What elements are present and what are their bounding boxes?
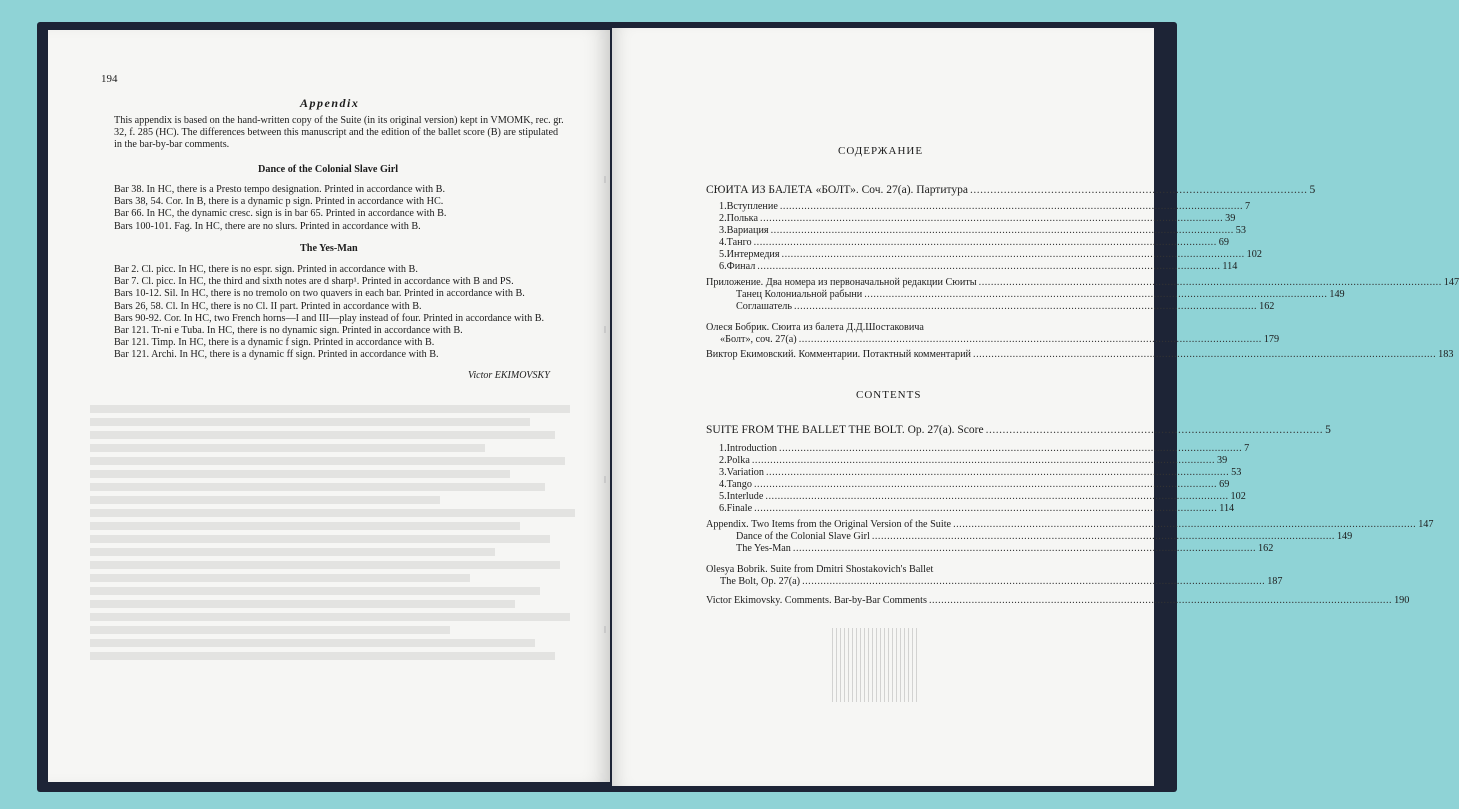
contents-heading-en: CONTENTS <box>856 389 922 401</box>
toc-entry-label: 3.Variation <box>719 467 764 478</box>
bar-comment: Bars 38, 54. Cor. In B, there is a dynamic p sign. Printed in accordance with HC. <box>114 196 444 208</box>
toc-entry-en <box>706 424 1331 436</box>
toc-entry-ru <box>719 201 1251 213</box>
toc-entry-en <box>719 491 1246 503</box>
toc-entry-label: The Bolt, Op. 27(a) <box>720 576 801 587</box>
toc-entry-en <box>706 595 1410 607</box>
toc-entry-label: 1.Вступление <box>719 201 778 212</box>
toc-page-number: 149 <box>1329 289 1345 300</box>
bleed-through-texture <box>90 400 590 665</box>
toc-leader-dots: ........................................................................................................................................................ <box>973 349 1437 360</box>
toc-page-number: 69 <box>1218 237 1229 248</box>
toc-leader-dots: ........................................................................................................................................................ <box>760 213 1224 224</box>
toc-entry-label: 6.Финал <box>719 261 756 272</box>
toc-page-number: 187 <box>1267 576 1283 587</box>
toc-page-number: 147 <box>1443 277 1459 288</box>
toc-entry-label: Victor Ekimovsky. Comments. Bar-by-Bar Comments <box>706 595 927 606</box>
toc-entry-ru <box>719 237 1229 249</box>
bar-comment: Bars 100-101. Fag. In HC, there are no slurs. Printed in accordance with B. <box>114 220 421 232</box>
toc-entry-en <box>719 479 1230 491</box>
toc-entry-ru <box>736 301 1275 313</box>
toc-page-number: 114 <box>1219 503 1235 514</box>
section-title-dance: Dance of the Colonial Slave Girl <box>258 164 399 175</box>
bar-comments-dance <box>114 184 446 233</box>
toc-entry-label: 2.Polka <box>719 455 750 466</box>
toc-page-number: 162 <box>1259 301 1275 312</box>
toc-entry-label: Олеся Бобрик. Сюита из балета Д.Д.Шостаковича <box>706 322 924 333</box>
toc-entry-label: 1.Introduction <box>719 443 778 454</box>
toc-leader-dots: ........................................................................................................................................................ <box>802 576 1266 587</box>
appendix-title: Appendix <box>300 96 360 110</box>
toc-entry-label: Приложение. Два номера из первоначальной редакции Сюиты <box>706 277 977 288</box>
binding-stitch <box>604 476 606 483</box>
toc-entry-en <box>736 543 1274 555</box>
bar-comment: Bar 7. Cl. picc. In HC, the third and sixth notes are d sharp¹. Printed in accordance with B and PS. <box>114 276 514 288</box>
toc-entry-label: 4.Tango <box>719 479 752 490</box>
toc-entry-label: 5.Interlude <box>719 491 764 502</box>
toc-entry-label: СЮИТА ИЗ БАЛЕТА «БОЛТ». Соч. 27(а). Партитура <box>706 184 968 196</box>
toc-page-number: 5 <box>1309 184 1316 196</box>
toc-page-number: 39 <box>1216 455 1228 466</box>
toc-entry-label: The Yes-Man <box>736 543 791 554</box>
bar-comment: Bars 10-12. Sil. In HC, there is no tremolo on two quavers in each bar. Printed in accordance with B. <box>114 288 525 300</box>
toc-leader-dots: ........................................................................................................................................................ <box>978 277 1442 288</box>
toc-leader-dots: ........................................................................................................................................................ <box>779 201 1243 212</box>
toc-page-number: 53 <box>1235 225 1246 236</box>
toc-leader-dots: ........................................................................................................................................................ <box>753 479 1218 490</box>
toc-entry-label: 3.Вариация <box>719 225 769 236</box>
toc-entry-en <box>706 564 1044 576</box>
toc-leader-dots: ........................................................................................................................................................ <box>792 543 1257 554</box>
toc-entry-ru <box>720 334 1280 346</box>
section-title-yes-man: The Yes-Man <box>300 243 358 254</box>
toc-leader-dots: ........................................................................................................................................................ <box>770 225 1234 236</box>
toc-page-number: 149 <box>1336 531 1353 542</box>
bar-comment: Bar 38. In HC, there is a Presto tempo designation. Printed in accordance with B. <box>114 184 446 195</box>
toc-entry-ru <box>719 261 1238 273</box>
bar-comment: Bar 66. In HC, the dynamic cresc. sign is in bar 65. Printed in accordance with B. <box>114 208 447 220</box>
toc-page-number: 183 <box>1438 349 1454 360</box>
toc-page-number: 114 <box>1222 261 1238 272</box>
toc-entry-en <box>719 455 1228 467</box>
toc-entry-ru <box>706 277 1459 289</box>
bar-comment: Bars 90-92. Cor. In HC, two French horns—I and III—play instead of four. Printed in accordance with B. <box>114 312 545 324</box>
toc-entry-en <box>706 519 1434 531</box>
toc-entry-ru <box>719 249 1262 261</box>
toc-leader-dots: ........................................................................................................................................................ <box>754 503 1218 514</box>
toc-entry-label: 2.Полька <box>719 213 759 224</box>
toc-page-number: 7 <box>1244 201 1251 212</box>
barcode-stamp-bleed <box>832 628 918 702</box>
toc-page-number: 7 <box>1244 443 1250 454</box>
toc-entry-label: Танец Колониальной рабыни <box>736 289 863 300</box>
toc-entry-label: 4.Танго <box>719 237 752 248</box>
toc-leader-dots: .................................................................................................... <box>969 184 1308 196</box>
toc-entry-label: Соглашатель <box>736 301 792 312</box>
bar-comment: Bar 121. Timp. In HC, there is a dynamic f sign. Printed in accordance with B. <box>114 337 435 349</box>
bar-comments-yes-man <box>114 264 544 362</box>
toc-page-number: 69 <box>1219 479 1230 490</box>
toc-entry-ru <box>706 322 1044 334</box>
toc-entry-ru <box>706 349 1454 361</box>
toc-page-number: 39 <box>1225 213 1236 224</box>
toc-entry-en <box>719 467 1242 479</box>
toc-entry-ru <box>706 184 1316 196</box>
toc-leader-dots: .................................................................................................... <box>985 424 1324 436</box>
toc-entry-label: Dance of the Colonial Slave Girl <box>736 531 870 542</box>
bar-comment: Bar 121. Archi. In HC, there is a dynamic ff sign. Printed in accordance with B. <box>114 349 439 361</box>
toc-page-number: 102 <box>1230 491 1246 502</box>
binding-stitch <box>604 176 606 183</box>
toc-page-number: 147 <box>1418 519 1434 530</box>
toc-entry-en <box>736 531 1353 543</box>
toc-leader-dots: ........................................................................................................................................................ <box>793 301 1258 312</box>
toc-leader-dots: ........................................................................................................................................................ <box>781 249 1245 260</box>
toc-entry-en <box>720 576 1283 588</box>
toc-entry-label: Виктор Екимовский. Комментарии. Потактный комментарий <box>706 349 972 360</box>
toc-leader-dots: ........................................................................................................................................................ <box>871 531 1335 542</box>
toc-page-number: 102 <box>1246 249 1262 260</box>
toc-leader-dots: ........................................................................................................................................................ <box>765 467 1230 478</box>
bar-comment: Bar 121. Tr-ni e Tuba. In HC, there is no dynamic sign. Printed in accordance with B. <box>114 325 463 337</box>
toc-entry-label: Appendix. Two Items from the Original Version of the Suite <box>706 519 952 530</box>
binding-stitch <box>604 626 606 633</box>
page-number: 194 <box>101 73 118 85</box>
toc-leader-dots: ........................................................................................................................................................ <box>765 491 1229 502</box>
toc-leader-dots: ........................................................................................................................................................ <box>798 334 1262 345</box>
toc-entry-label: Olesya Bobrik. Suite from Dmitri Shostakovich's Ballet <box>706 564 934 575</box>
contents-heading-ru: СОДЕРЖАНИЕ <box>838 145 924 157</box>
toc-page-number: 53 <box>1231 467 1242 478</box>
toc-entry-label: 6.Finale <box>719 503 753 514</box>
toc-leader-dots: ........................................................................................................................................................ <box>864 289 1328 300</box>
toc-leader-dots: ........................................................................................................................................................ <box>953 519 1417 530</box>
toc-page-number: 162 <box>1258 543 1274 554</box>
toc-leader-dots: ........................................................................................................................................................ <box>753 237 1217 248</box>
toc-leader-dots: ........................................................................................................................................................ <box>751 455 1215 466</box>
toc-entry-label: «Болт», соч. 27(а) <box>720 334 797 345</box>
binding-stitch <box>604 326 606 333</box>
author-signature: Victor EKIMOVSKY <box>468 370 550 381</box>
bar-comment: Bar 2. Cl. picc. In HC, there is no espr. sign. Printed in accordance with B. <box>114 264 418 275</box>
appendix-intro: This appendix is based on the hand-written copy of the Suite (in its original version) kept in VMOMK, rec. gr. 32, f. 285 (HC). The differences between this manuscript and the edition of the ballet score (B) are stipulated in the bar-by-bar comments. <box>114 115 564 150</box>
toc-page-number: 5 <box>1325 424 1331 436</box>
toc-page-number: 190 <box>1394 595 1410 606</box>
toc-entry-label: SUITE FROM THE BALLET THE BOLT. Op. 27(a). Score <box>706 424 984 436</box>
toc-leader-dots: ........................................................................................................................................................ <box>779 443 1243 454</box>
toc-entry-ru <box>719 225 1246 237</box>
toc-leader-dots: ........................................................................................................................................................ <box>757 261 1221 272</box>
toc-entry-label: 5.Интермедия <box>719 249 780 260</box>
toc-page-number: 179 <box>1263 334 1280 345</box>
toc-entry-ru <box>719 213 1236 225</box>
toc-leader-dots: ........................................................................................................................................................ <box>928 595 1393 606</box>
toc-entry-en <box>719 503 1235 515</box>
toc-entry-en <box>719 443 1250 455</box>
bar-comment: Bars 26, 58. Cl. In HC, there is no Cl. II part. Printed in accordance with B. <box>114 300 422 312</box>
toc-entry-ru <box>736 289 1345 301</box>
